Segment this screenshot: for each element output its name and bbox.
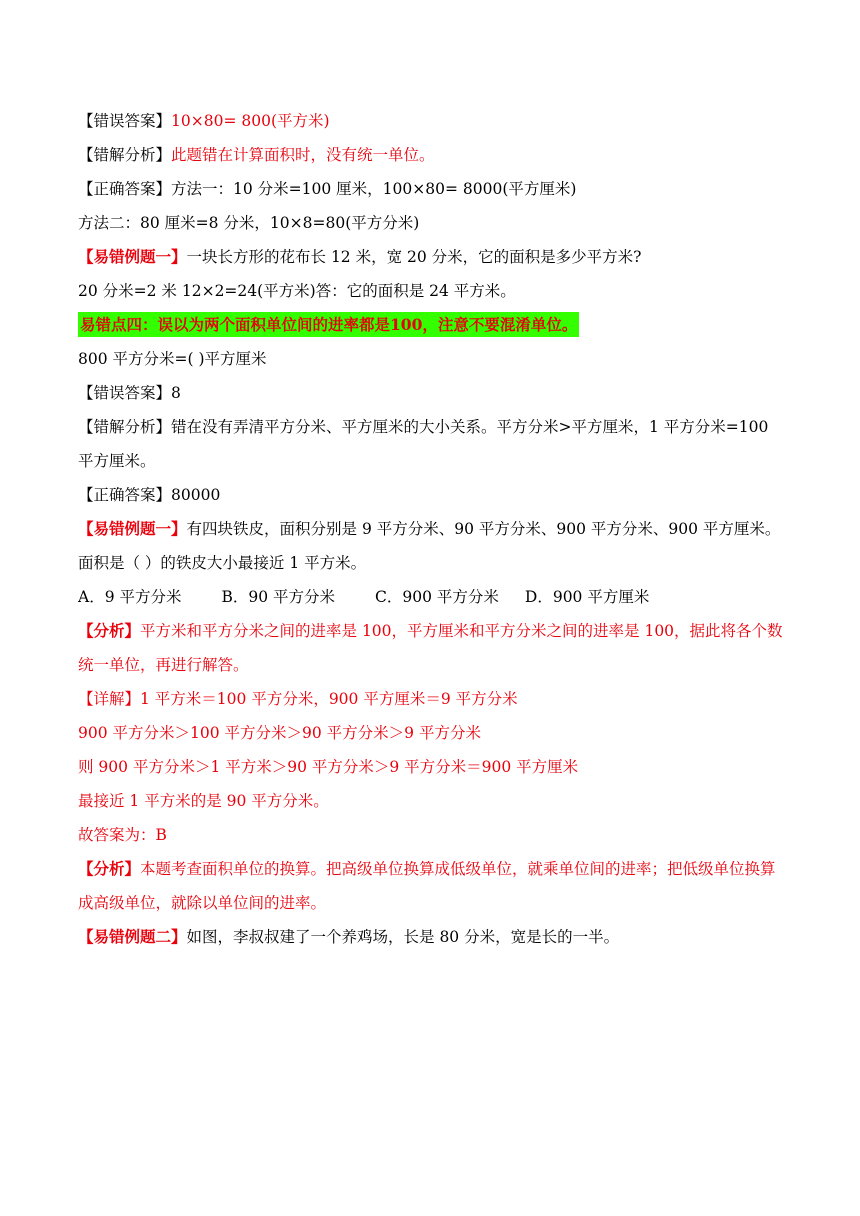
analysis-label: 【分析】 (78, 859, 141, 878)
example-text: 如图，李叔叔建了一个养鸡场，长是 80 分米，宽是长的一半。 (186, 928, 620, 946)
section-label: 【错误答案】 (78, 384, 172, 402)
section-label: 【正确答案】 (78, 180, 172, 198)
final-answer-text: 故答案为：B (78, 826, 167, 844)
key-point-four-line (78, 308, 788, 342)
key-point-highlight: 易错点四：误以为两个面积单位间的进率都是100，注意不要混淆单位。 (78, 312, 579, 337)
correct-answer-line-2 (78, 478, 788, 512)
example-solution-text: 20 分米=2 米 12×2=24(平方米)答：它的面积是 24 平方米。 (78, 282, 516, 300)
wrong-answer-line-2 (78, 376, 788, 410)
example-solution-line (78, 274, 788, 308)
example-one-para-2 (78, 512, 788, 580)
correct-answer-text: 80000 (171, 486, 221, 504)
option-c: C．900 平方分米 (375, 588, 499, 606)
wrong-answer-text: 10×80= 800(平方米) (171, 112, 330, 130)
section-label: 【错误答案】 (78, 112, 172, 130)
detail-line (78, 682, 788, 716)
detail-label: 【详解】 (78, 690, 141, 708)
example-text: 一块长方形的花布长 12 米，宽 20 分米，它的面积是多少平方米? (186, 248, 642, 266)
error-analysis-text: 此题错在计算面积时，没有统一单位。 (171, 146, 435, 164)
document-body (78, 104, 788, 954)
summary-analysis-para (78, 852, 788, 920)
section-label: 【错解分析】 (78, 146, 172, 164)
example-label: 【易错例题二】 (78, 927, 187, 946)
error-analysis-text: 错在没有弄清平方分米、平方厘米的大小关系。平方分米>平方厘米，1 平方分米=100 平方厘米。 (78, 418, 769, 470)
question-line (78, 342, 788, 376)
option-d: D．900 平方厘米 (524, 588, 650, 606)
comparison-text: 900 平方分米＞100 平方分米＞90 平方分米＞9 平方分米 (78, 724, 481, 742)
option-a: A．9 平方分米 (78, 588, 182, 606)
comparison-text: 则 900 平方分米＞1 平方米＞90 平方分米＞9 平方分米＝900 平方厘米 (78, 758, 579, 776)
section-label: 【错解分析】 (78, 418, 172, 436)
detail-text: 1 平方米＝100 平方分米，900 平方厘米＝9 平方分米 (140, 690, 518, 708)
error-analysis-para-2 (78, 410, 788, 478)
error-analysis-line (78, 138, 788, 172)
example-label: 【易错例题一】 (78, 519, 187, 538)
comparison-line-2 (78, 750, 788, 784)
example-label: 【易错例题一】 (78, 247, 187, 266)
method-two-text: 方法二：80 厘米=8 分米，10×8=80(平方分米) (78, 214, 420, 232)
example-two-line (78, 920, 788, 954)
wrong-answer-line (78, 104, 788, 138)
analysis-para (78, 614, 788, 682)
wrong-answer-text: 8 (171, 384, 181, 402)
section-label: 【正确答案】 (78, 486, 172, 504)
option-b: B．90 平方分米 (221, 588, 336, 606)
example-one-line (78, 240, 788, 274)
comparison-line-1 (78, 716, 788, 750)
closest-line (78, 784, 788, 818)
analysis-text: 平方米和平方分米之间的进率是 100，平方厘米和平方分米之间的进率是 100，据此将各个数统一单位，再进行解答。 (78, 622, 783, 674)
options-line (78, 580, 788, 614)
correct-answer-line (78, 172, 788, 206)
analysis-label: 【分析】 (78, 621, 141, 640)
method-two-line (78, 206, 788, 240)
final-answer-line (78, 818, 788, 852)
example-text: 有四块铁皮，面积分别是 9 平方分米、90 平方分米、900 平方分米、900 平方厘米。面积是（ ）的铁皮大小最接近 1 平方米。 (78, 520, 781, 572)
analysis-text: 本题考查面积单位的换算。把高级单位换算成低级单位，就乘单位间的进率；把低级单位换算成高级单位，就除以单位间的进率。 (78, 860, 776, 912)
closest-text: 最接近 1 平方米的是 90 平方分米。 (78, 792, 329, 810)
correct-answer-text: 方法一：10 分米=100 厘米，100×80= 8000(平方厘米) (171, 180, 577, 198)
question-text: 800 平方分米=( )平方厘米 (78, 350, 267, 368)
